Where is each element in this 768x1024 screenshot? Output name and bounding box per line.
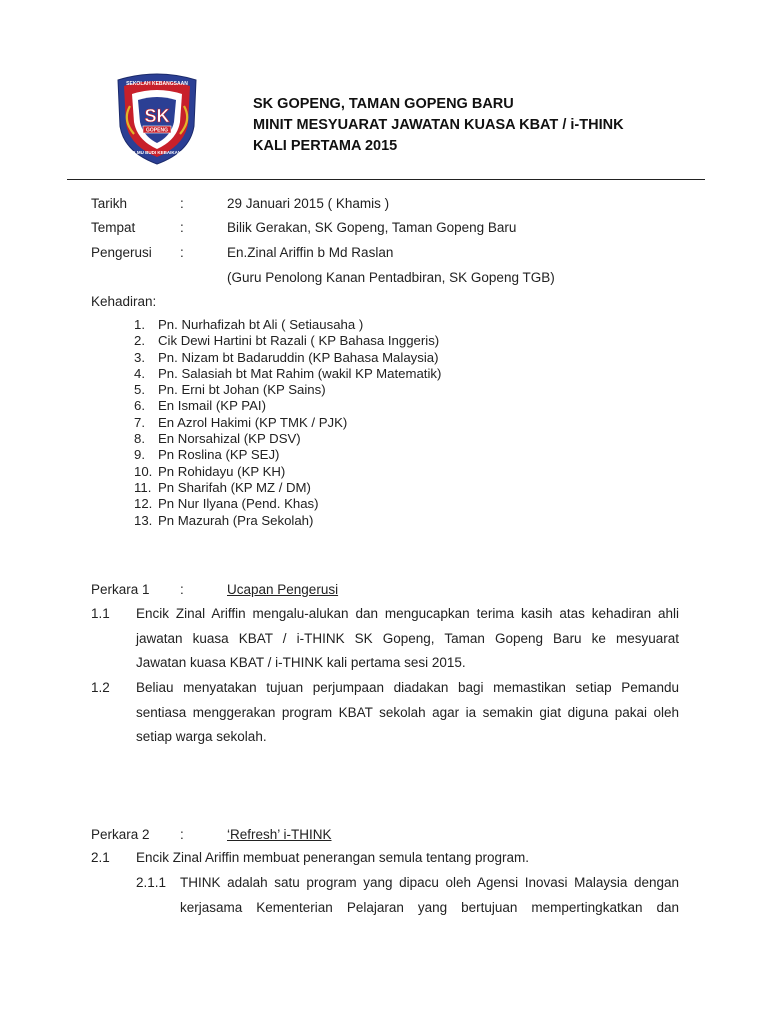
attendee-name: En Azrol Hakimi (KP TMK / PJK): [158, 414, 348, 430]
agenda-colon: :: [180, 827, 184, 842]
meta-colon: :: [180, 245, 184, 260]
attendee-number: 13.: [134, 512, 153, 528]
item-body: [136, 846, 679, 871]
attendee-number: 6.: [134, 398, 145, 414]
attendee-name: En Norsahizal (KP DSV): [158, 431, 301, 447]
attendee: [134, 333, 441, 349]
meta-colon: :: [180, 220, 184, 235]
attendee-number: 3.: [134, 349, 145, 365]
attendee-number: 2.: [134, 333, 145, 349]
attendee-name: Pn Nur Ilyana (Pend. Khas): [158, 496, 319, 512]
subitem-line: kerjasama Kementerian Pelajaran yang bertujuan mempertingkatkan dan: [180, 899, 679, 915]
item-body: [136, 602, 679, 676]
item-line: setiap warga sekolah.: [136, 729, 267, 744]
attendee-number: 1.: [134, 317, 145, 332]
subitem-body: [180, 871, 679, 920]
attendee-number: 10.: [134, 463, 153, 479]
attendee: [134, 317, 441, 333]
item-line: Beliau menyatakan tujuan perjumpaan diadakan bagi memastikan setiap Pemandu: [136, 680, 679, 695]
crest-initials: SK: [144, 106, 170, 126]
meta-label: Tempat: [91, 220, 136, 235]
attendee-name: Pn. Salasiah bt Mat Rahim (wakil KP Matematik): [158, 365, 442, 381]
attendee-number: 12.: [134, 496, 153, 512]
item-line: Encik Zinal Ariffin mengalu-alukan dan mengucapkan terima kasih atas kehadiran ahli: [136, 606, 679, 621]
crest-bottom-text: ILMU BUDI KEBAIKAN: [132, 150, 182, 155]
attendee: [134, 496, 441, 512]
agenda-heading-1: [91, 582, 339, 597]
attendee-name: Pn Mazurah (Pra Sekolah): [158, 512, 314, 528]
attendee-number: 5.: [134, 382, 145, 398]
agenda-topic: ‘Refresh’ i-THINK: [227, 827, 332, 842]
school-name: SK GOPENG, TAMAN GOPENG BARU: [253, 96, 514, 112]
attendance-label: Kehadiran:: [91, 294, 157, 309]
header-divider: [67, 179, 705, 180]
attendee-number: 4.: [134, 365, 145, 381]
meta-value: 29 Januari 2015 ( Khamis ): [227, 196, 390, 211]
crest-top-text: SEKOLAH KEBANGSAAN: [126, 81, 188, 87]
meta-colon: :: [180, 196, 184, 211]
subitem-line: THINK adalah satu program yang dipacu oleh Agensi Inovasi Malaysia dengan: [180, 875, 679, 890]
attendee: [134, 415, 441, 431]
item-line: jawatan kuasa KBAT / i-THINK SK Gopeng, Taman Gopeng Baru ke mesyuarat: [136, 630, 679, 646]
attendee-number: 9.: [134, 447, 145, 463]
item-number: 1.1: [91, 606, 110, 621]
attendee-name: Cik Dewi Hartini bt Razali ( KP Bahasa Inggeris): [158, 333, 440, 349]
agenda-label: Perkara 1: [91, 582, 150, 597]
attendee-name: Pn. Nurhafizah bt Ali ( Setiausaha ): [158, 317, 364, 332]
attendee: [134, 513, 441, 529]
item-body: [136, 676, 679, 750]
attendee-name: Pn Rohidayu (KP KH): [158, 463, 286, 479]
item-line: sentiasa menggerakan program KBAT sekolah agar ia semakin giat diguna pakai oleh: [136, 704, 679, 720]
meta-label: Pengerusi: [91, 245, 152, 260]
item-number: 1.2: [91, 680, 110, 695]
agenda-topic: Ucapan Pengerusi: [227, 582, 339, 597]
attendee: [134, 480, 441, 496]
document-title: [253, 94, 624, 157]
agenda-colon: :: [180, 582, 184, 597]
attendee: [134, 382, 441, 398]
attendance-list: [134, 317, 441, 529]
attendee-number: 7.: [134, 414, 145, 430]
item-number: 2.1: [91, 850, 110, 865]
attendee-name: Pn. Erni bt Johan (KP Sains): [158, 382, 326, 398]
meta-value: (Guru Penolong Kanan Pentadbiran, SK Gopeng TGB): [227, 270, 555, 285]
attendee-name: Pn Roslina (KP SEJ): [158, 447, 280, 463]
item-line: Jawatan kuasa KBAT / i-THINK kali pertama sesi 2015.: [136, 655, 466, 670]
attendee: [134, 464, 441, 480]
attendee: [134, 431, 441, 447]
attendee-name: Pn Sharifah (KP MZ / DM): [158, 479, 311, 495]
subitem-number: 2.1.1: [136, 875, 167, 890]
crest-banner-text: GOPENG: [146, 127, 168, 134]
attendee-number: 8.: [134, 431, 145, 447]
attendee: [134, 447, 441, 463]
attendee: [134, 366, 441, 382]
school-crest-logo: [112, 70, 202, 166]
meta-label: Tarikh: [91, 196, 128, 211]
meeting-title: MINIT MESYUARAT JAWATAN KUASA KBAT / i-THINK: [253, 117, 624, 133]
meta-value: Bilik Gerakan, SK Gopeng, Taman Gopeng Baru: [227, 220, 517, 235]
meeting-session: KALI PERTAMA 2015: [253, 138, 398, 154]
agenda-heading-2: [91, 827, 332, 842]
attendee: [134, 350, 441, 366]
attendee-number: 11.: [134, 479, 152, 495]
attendee: [134, 398, 441, 414]
agenda-label: Perkara 2: [91, 827, 150, 842]
item-line: Encik Zinal Ariffin membuat penerangan semula tentang program.: [136, 850, 529, 865]
meta-value: En.Zinal Ariffin b Md Raslan: [227, 245, 394, 260]
attendee-name: En Ismail (KP PAI): [158, 398, 266, 414]
attendee-name: Pn. Nizam bt Badaruddin (KP Bahasa Malaysia): [158, 349, 439, 365]
